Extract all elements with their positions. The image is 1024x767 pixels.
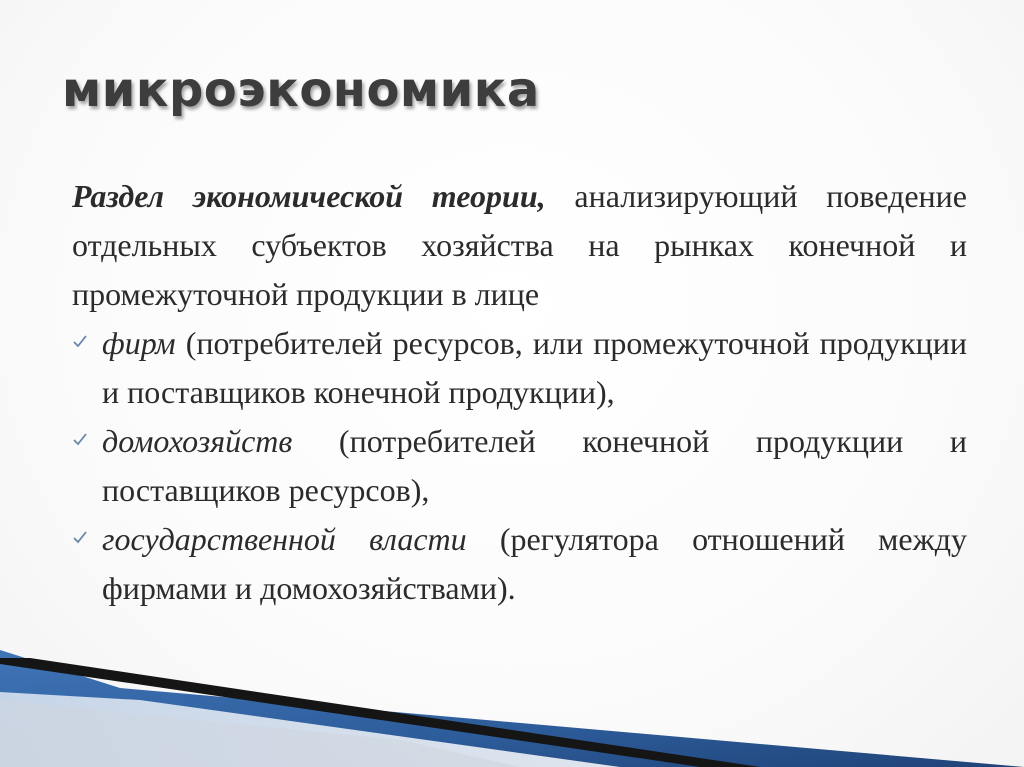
- bullet-term: домохозяйств: [102, 423, 293, 459]
- bullet-item-firms: [72, 319, 967, 417]
- checkmark-icon: [72, 333, 88, 349]
- slide-body: [72, 172, 967, 613]
- bullet-text: (потребителей конечной продукции и поставщиков ресурсов),: [102, 423, 967, 508]
- checkmark-icon: [72, 431, 88, 447]
- bullet-term: государственной власти: [102, 521, 467, 557]
- bullet-text: (потребителей ресурсов, или промежуточной продукции и поставщиков конечной продукции),: [102, 325, 967, 410]
- intro-paragraph: [72, 172, 967, 319]
- intro-lead: Раздел экономической теории,: [72, 178, 546, 214]
- intro-text: анализирующий поведение отдельных субъектов хозяйства на рынках конечной и промежуточной продукции в лице: [72, 178, 967, 312]
- bullet-text: (регулятора отношений между фирмами и домохозяйствами).: [102, 521, 967, 606]
- bullet-term: фирм: [102, 325, 176, 361]
- bullet-item-government: [72, 515, 967, 613]
- bullet-item-households: [72, 417, 967, 515]
- slide-title: микроэкономика: [62, 62, 540, 118]
- checkmark-icon: [72, 529, 88, 545]
